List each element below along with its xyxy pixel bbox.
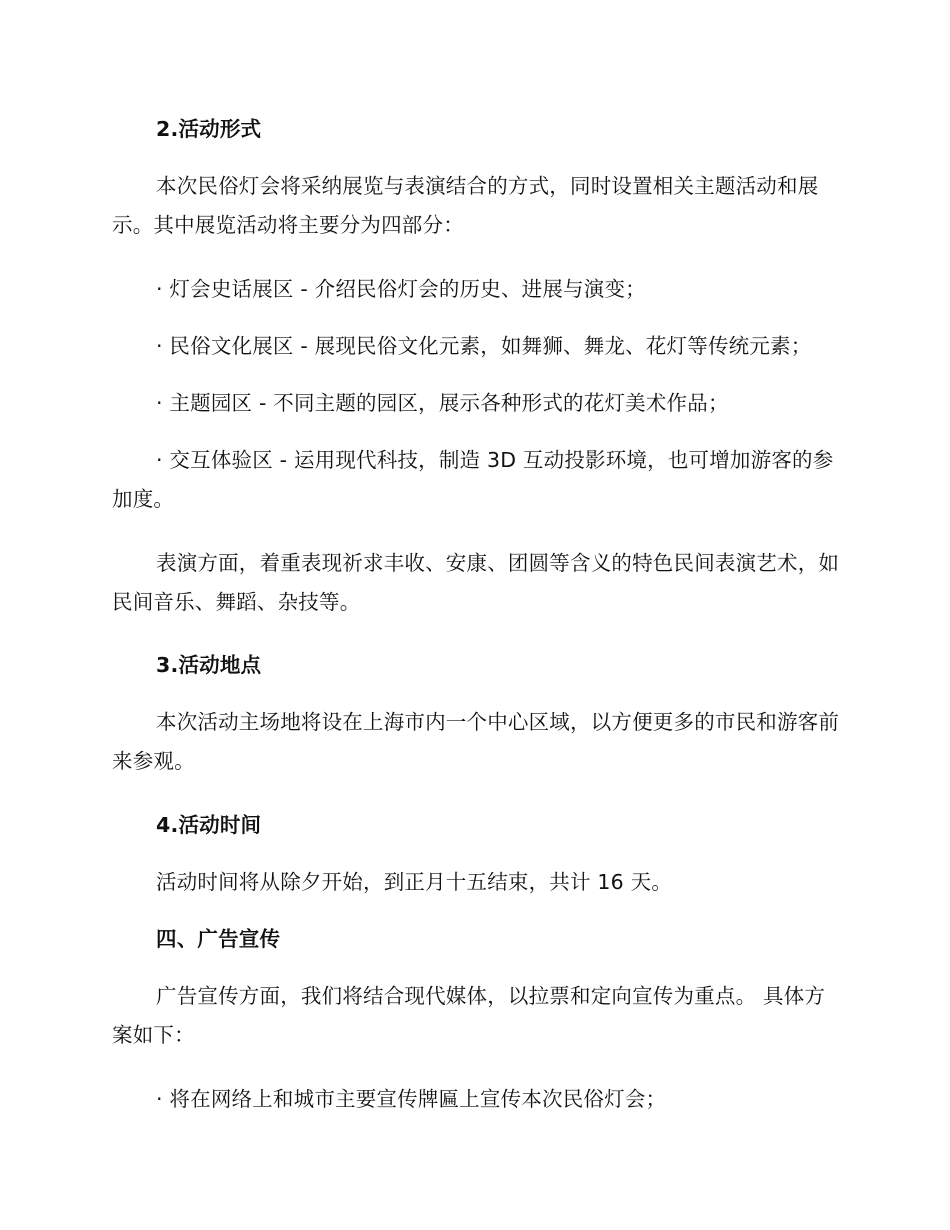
bullet-item-online-promotion: · 将在网络上和城市主要宣传牌匾上宣传本次民俗灯会； — [156, 1087, 667, 1111]
paragraph-advertising: 广告宣传方面，我们将结合现代媒体，以拉票和定向宣传为重点。 具体方案如下： — [112, 984, 826, 1047]
bullet-item-theme-park-zone: · 主题园区 - 不同主题的园区，展示各种形式的花灯美术作品； — [156, 391, 729, 415]
paragraph-activity-location: 本次活动主场地将设在上海市内一个中心区域，以方便更多的市民和游客前来参观。 — [112, 710, 840, 773]
section-heading-activity-form: 2.活动形式 — [156, 117, 262, 141]
paragraph-activity-time: 活动时间将从除夕开始，到正月十五结束，共计 16 天。 — [156, 870, 673, 894]
bullet-item-history-zone: · 灯会史话展区 - 介绍民俗灯会的历史、进展与演变； — [156, 277, 646, 301]
paragraph-performance: 表演方面，着重表现祈求丰收、安康、团圆等含义的特色民间表演艺术，如民间音乐、舞蹈、杂技等。 — [112, 551, 840, 614]
bullet-item-folk-culture-zone: · 民俗文化展区 - 展现民俗文化元素，如舞狮、舞龙、花灯等传统元素； — [156, 334, 812, 358]
bullet-item-interactive-zone: · 交互体验区 - 运用现代科技，制造 3D 互动投影环境，也可增加游客的参加度。 — [112, 448, 834, 511]
paragraph-activity-form-intro: 本次民俗灯会将采纳展览与表演结合的方式，同时设置相关主题活动和展示。其中展览活动将主要分为四部分： — [112, 174, 819, 237]
section-heading-advertising: 四、广告宣传 — [156, 927, 281, 951]
section-heading-activity-location: 3.活动地点 — [156, 653, 262, 677]
section-heading-activity-time: 4.活动时间 — [156, 813, 262, 837]
